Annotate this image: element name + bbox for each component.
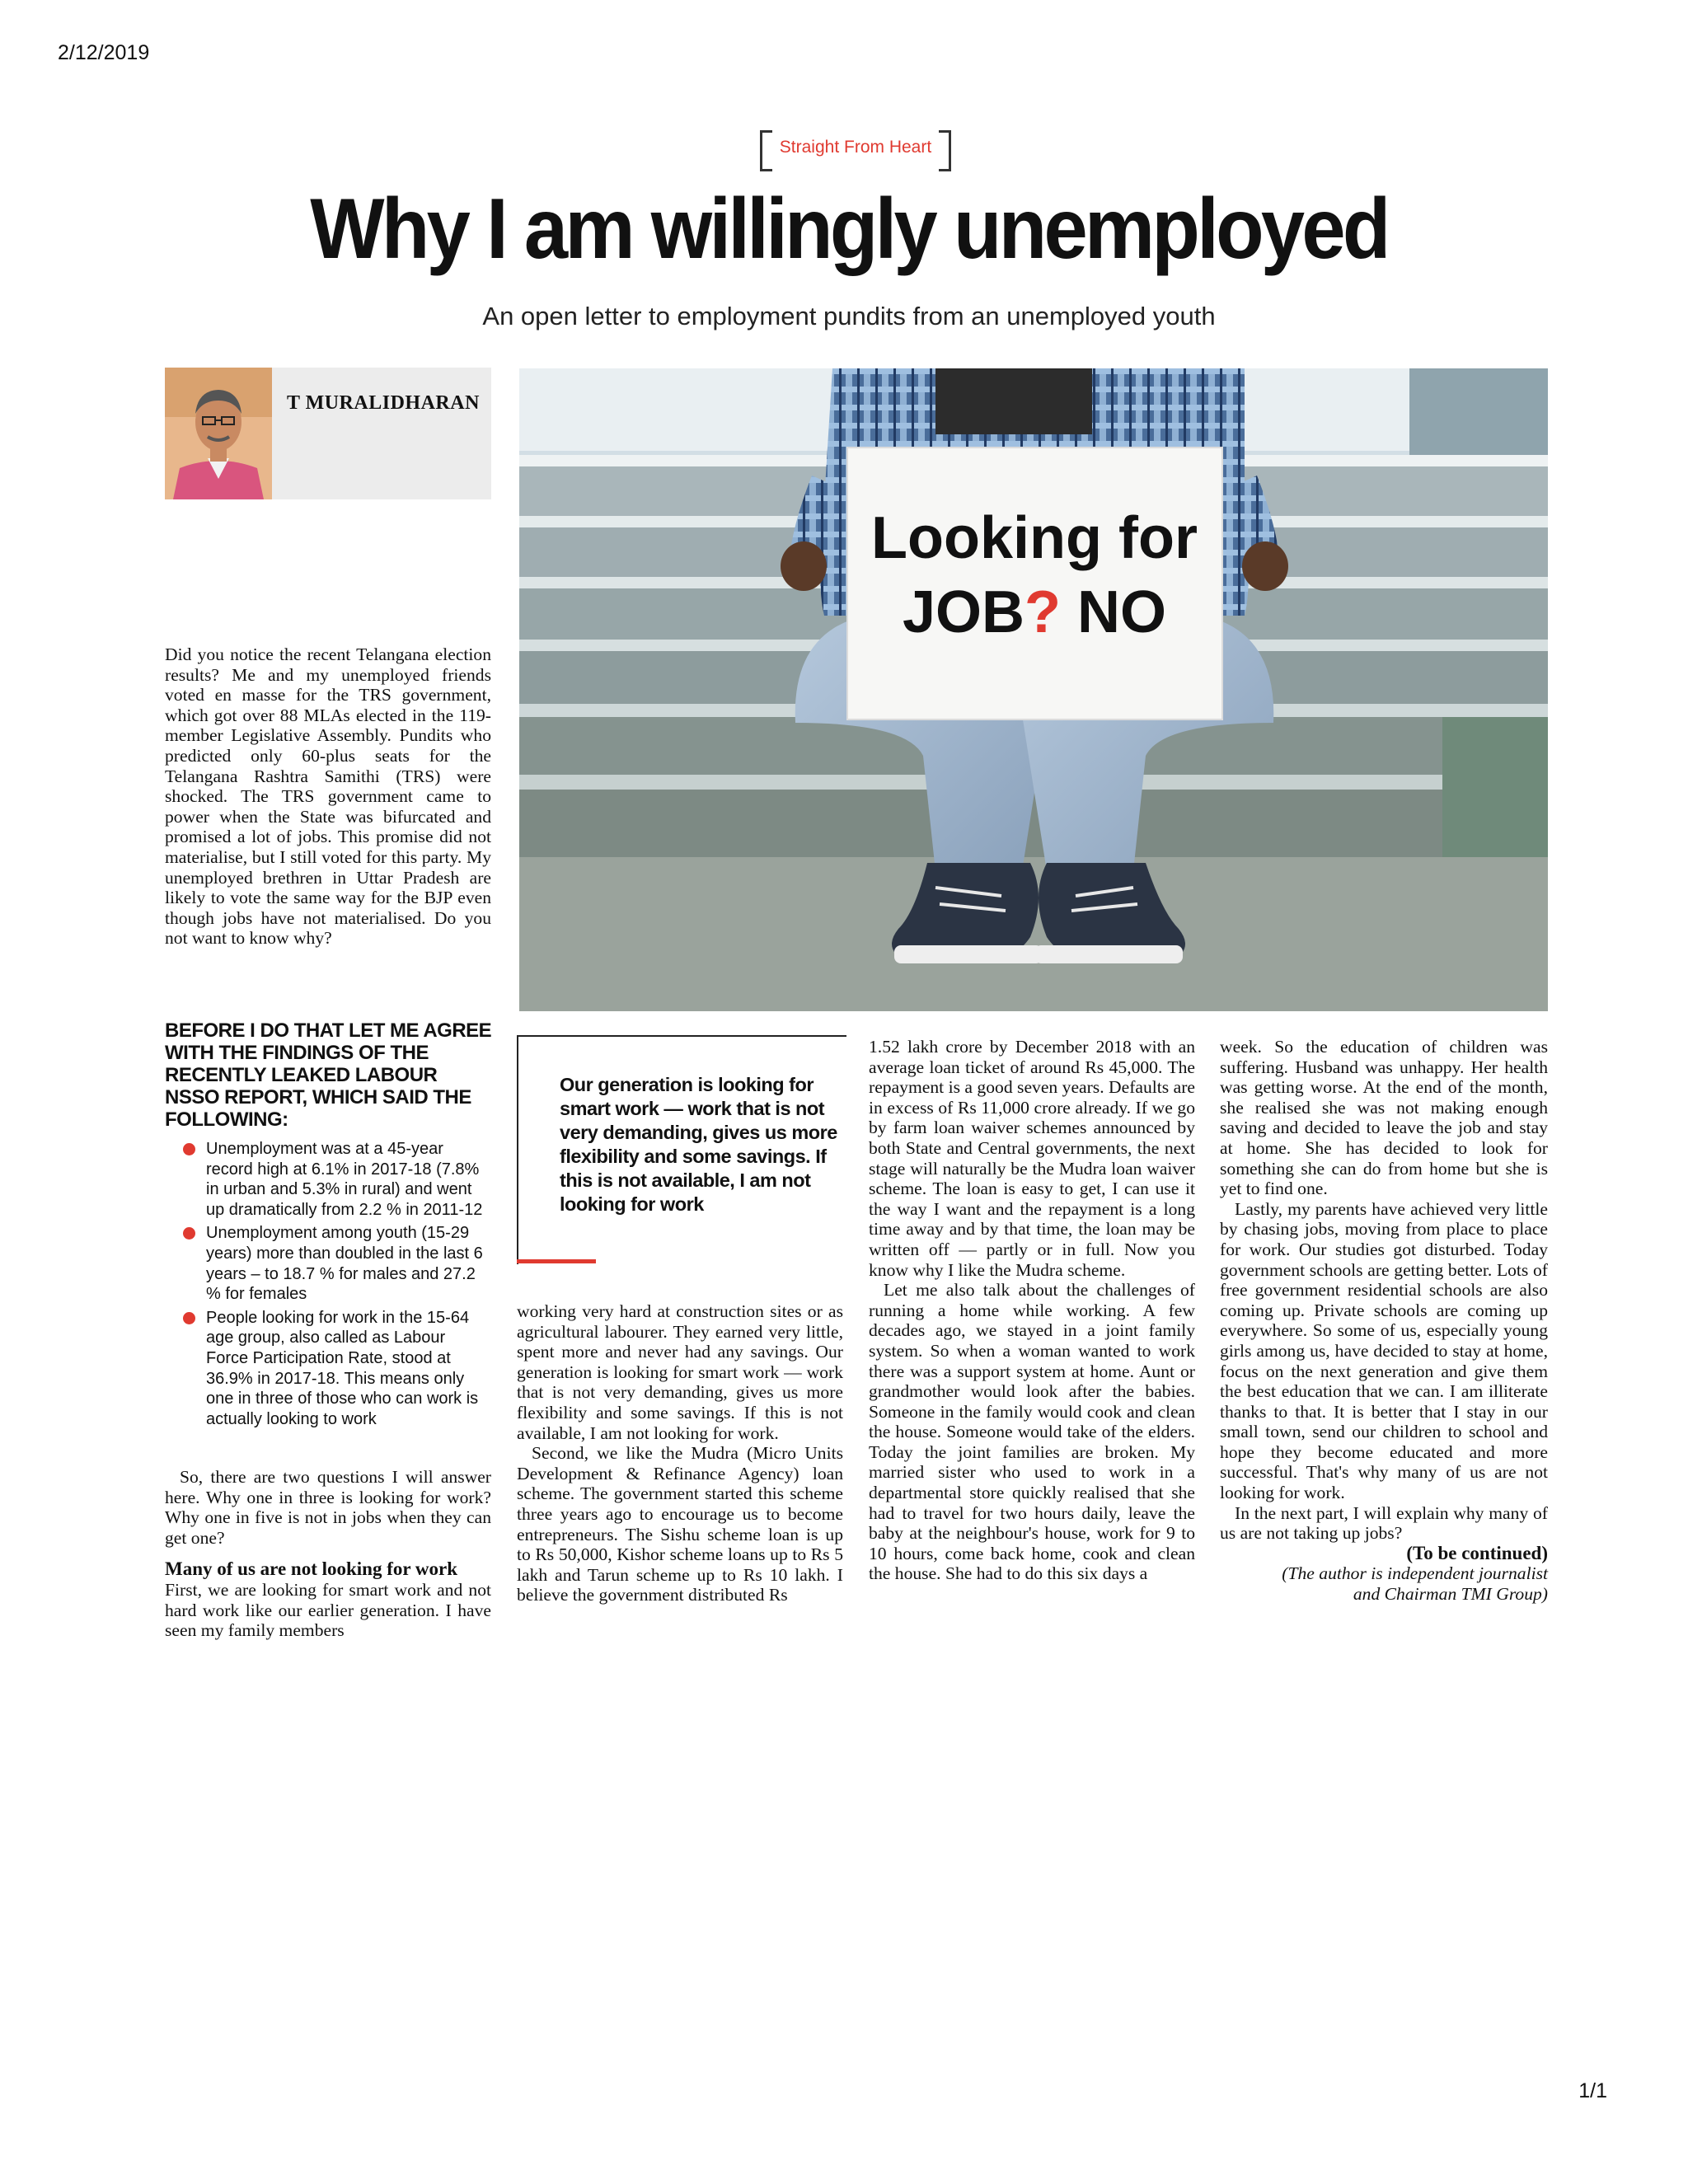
body-paragraph: Let me also talk about the challenges of running a home while working. A few decades ago, we stayed in a joint family system. So when a woman wanted to work there was a support system at home. Aunt or grandmother would look after the babies. Someone in the family would cook and clean the house. Someone would take of the elders. Today the joint families are broken. My married sister who used to work in a departmental store quickly realised that she had to travel for two hours daily, leave the baby at the neighbour's house, work for 9 to 10 hours, come back home, cook and clean the house. She had to do this six days a (869, 1280, 1195, 1584)
sign-line-2 (903, 579, 1166, 645)
author-credit-line-2: and Chairman TMI Group) (1353, 1584, 1548, 1605)
finding-text: Unemployment was at a 45-year record high at 6.1% in 2017-18 (7.8% in urban and 5.3% in rural) and went up dramatically from 2.2 % in 2011-12 (206, 1140, 483, 1219)
finding-item (165, 1223, 491, 1304)
bullet-icon (183, 1143, 195, 1155)
body-paragraph: First, we are looking for smart work and not hard work like our earlier generation. I have seen my family members (165, 1579, 491, 1641)
column-3 (869, 1037, 1195, 1584)
photo-illustration (519, 368, 1548, 1011)
finding-text: People looking for work in the 15-64 age group, also called as Labour Force Participation Rate, stood at 36.9% in 2017-18. This means only one in three of those who can work is actually looking to work (206, 1308, 479, 1428)
article-photo (519, 368, 1548, 1011)
finding-item (165, 1308, 491, 1430)
author-credit-line-1: (The author is independent journalist (1282, 1563, 1548, 1584)
bullet-icon (183, 1227, 195, 1240)
intro-paragraph: Did you notice the recent Telangana election results? Me and my unemployed friends voted en masse for the TRS government, which got over 88 MLAs elected in the 119-member Legislative Assembly. Pundits who predicted only 60-plus seats for the Telangana Rashtra Samithi (TRS) were shocked. The TRS government came to power when the State was bifurcated and promised a lot of jobs. This promise did not materialise, but I still voted for this party. My unemployed brethren in Uttar Pradesh are likely to vote the same way for the BJP even though jobs have not materialised. Do you not want to know why? (165, 644, 491, 949)
body-subhead: Many of us are not looking for work (165, 1558, 458, 1580)
author-photo (165, 368, 272, 499)
column-4 (1220, 1037, 1548, 1605)
pull-quote-accent (517, 1259, 596, 1263)
sign-word-no: NO (1061, 579, 1167, 645)
sign-question-mark: ? (1025, 579, 1062, 645)
body-paragraph: Lastly, my parents have achieved very little by chasing jobs, moving from place to place for work. Our studies got disturbed. Today government schools are getting better. Lots of free government residential schools are also coming up. Private schools are coming up everywhere. So some of us, especially young girls among us, have decided to stay at home, focus on the next generation and give them the best education that we can. I am illiterate thanks to that. It is better that I stay in our small town, send our children to school and hope they become educated and more successful. That's why many of us are not looking for work. (1220, 1198, 1548, 1503)
sign-line-1: Looking for (871, 505, 1198, 571)
body-paragraph: Second, we like the Mudra (Micro Units Development & Refinance Agency) loan scheme. The government started this scheme three years ago to encourage us to become entrepreneurs. The Sishu scheme loan is up to Rs 50,000, Kishor scheme loans up to Rs 5 lakh and Tarun scheme up to Rs 10 lakh. I believe the government distributed Rs (517, 1443, 843, 1605)
to-be-continued: (To be continued) (1406, 1542, 1548, 1563)
pull-quote (517, 1035, 846, 1264)
body-paragraph: 1.52 lakh crore by December 2018 with an average loan ticket of around Rs 45,000. The repayment is a good seven years. Defaults are in excess of Rs 11,000 crore already. If we go by farm loan waiver schemes announced by both State and Central governments, the next stage will naturally be the Mudra loan waiver scheme. The loan is easy to get, I can use it the way I want and the repayment is a long time away and by that time, the loan may be written off — partly or in full. Now you know why I like the Mudra scheme. (869, 1037, 1195, 1280)
page-number: 1/1 (1578, 2079, 1607, 2102)
findings-box-heading: BEFORE I DO THAT LET ME AGREE WITH THE FINDINGS OF THE RECENTLY LEAKED LABOUR NSSO REPORT, WHICH SAID THE FOLLOWING: (165, 1019, 492, 1131)
standfirst: An open letter to employment pundits from an unemployed youth (482, 302, 1216, 330)
findings-list (165, 1139, 491, 1432)
bullet-icon (183, 1312, 195, 1324)
byline-box (165, 368, 491, 499)
body-paragraph: So, there are two questions I will answer here. Why one in three is looking for work? Why one in five is not in jobs when they can get one? (165, 1467, 491, 1548)
finding-item (165, 1139, 491, 1220)
pull-quote-text: Our generation is looking for smart work — work that is not very demanding, gives us more flexibility and some savings. If this is not available, I am not looking for work (560, 1074, 837, 1215)
section-kicker (760, 130, 951, 170)
sign-word-job: JOB (902, 579, 1025, 645)
print-date: 2/12/2019 (58, 41, 150, 64)
pull-quote-rule-left (517, 1035, 518, 1264)
body-paragraph: week. So the education of children was suffering. Husband was unhappy. Her health was getting worse. At the end of the month, she realised she was not making enough saving and decided to leave the job and stay at home. She has decided to look for something she can do from home but she is yet to find one. (1220, 1037, 1548, 1199)
author-name: T MURALIDHARAN (287, 392, 480, 414)
column-1-intro (165, 644, 491, 949)
body-paragraph: In the next part, I will explain why many of us are not taking up jobs? (1220, 1502, 1548, 1544)
column-2 (517, 1301, 843, 1605)
kicker-label: Straight From Heart (779, 138, 932, 157)
headline: Why I am willingly unemployed (310, 181, 1388, 277)
pull-quote-rule-top (517, 1035, 846, 1037)
finding-text: Unemployment among youth (15-29 years) more than doubled in the last 6 years – to 18.7 % for males and 27.2 % for females (206, 1224, 483, 1304)
body-paragraph: working very hard at construction sites or as agricultural labourer. They earned very little, spent more and never had any savings. Our generation is looking for smart work — work that is not very demanding, gives us more flexibility and some savings. If this is not available, I am not looking for work. (517, 1301, 843, 1443)
column-1-body (165, 1467, 491, 1641)
